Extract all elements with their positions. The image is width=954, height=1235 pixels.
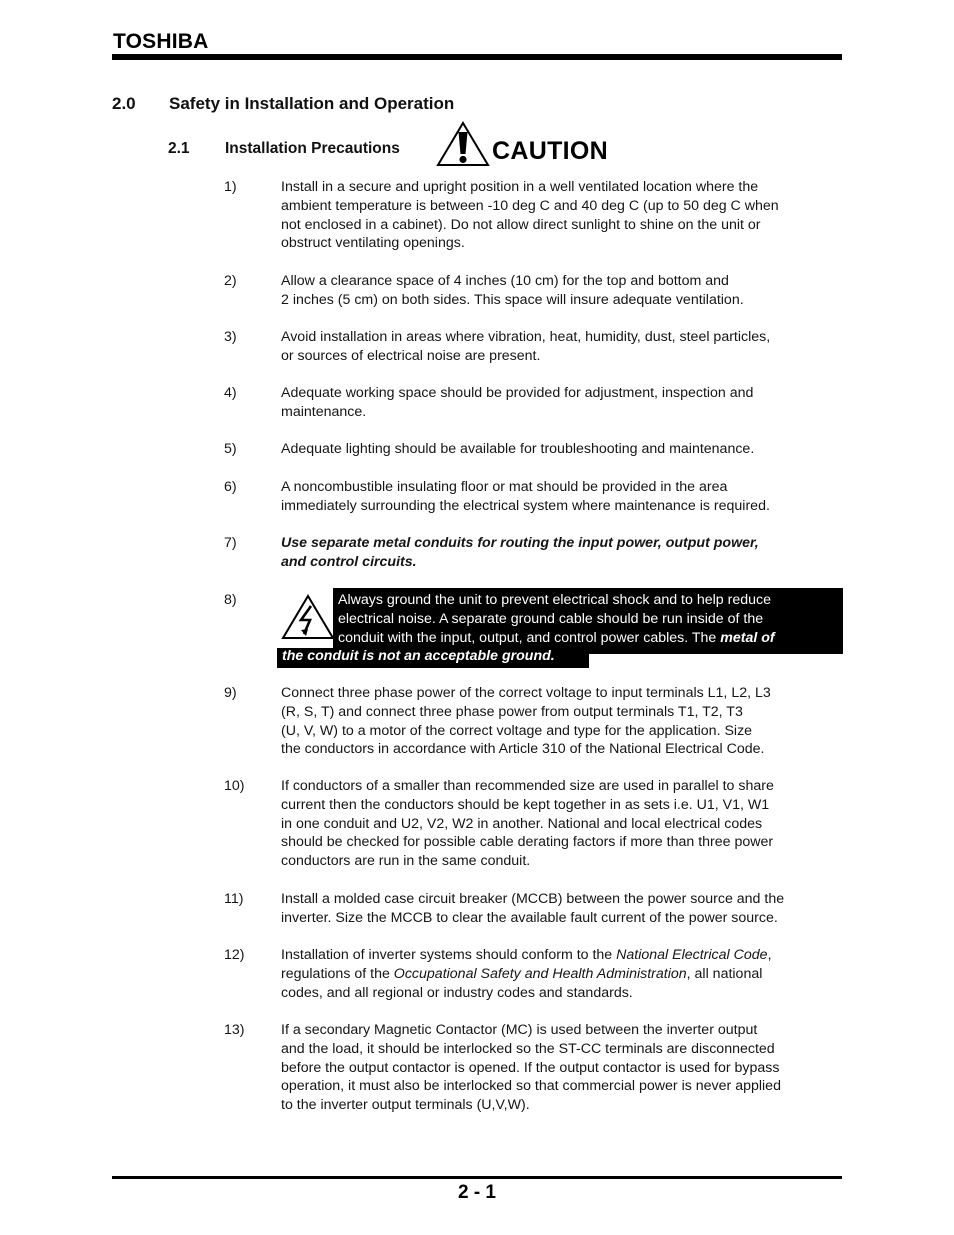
warning-text-line: Always ground the unit to prevent electrical shock and to help reduce xyxy=(338,592,771,608)
item-text-line: the conductors in accordance with Article 310 of the National Electrical Code. xyxy=(281,741,765,758)
brand-logo: TOSHIBA xyxy=(113,30,209,53)
item-text-line: Allow a clearance space of 4 inches (10 cm) for the top and bottom and xyxy=(281,273,729,289)
item-text-line: Connect three phase power of the correct voltage to input terminals L1, L2, L3 xyxy=(281,685,771,701)
item-text-line: and control circuits. xyxy=(281,553,417,570)
item-text-line: codes, and all regional or industry codes and standards. xyxy=(281,984,633,1001)
item-number: 12) xyxy=(224,947,245,963)
list-item xyxy=(224,1021,836,1115)
item-text-line: Adequate lighting should be available for troubleshooting and maintenance. xyxy=(281,441,755,457)
item-text-segment: , all national xyxy=(686,965,763,982)
item-number: 13) xyxy=(224,1022,245,1038)
item-number: 6) xyxy=(224,479,237,495)
item-text-line: If a secondary Magnetic Contactor (MC) is used between the inverter output xyxy=(281,1022,758,1038)
item-text-line: not enclosed in a cabinet). Do not allow direct sunlight to shine on the unit or xyxy=(281,216,761,233)
item-text-line: should be checked for possible cable derating factors if more than three power xyxy=(281,834,774,851)
item-text-line: conductors are run in the same conduit. xyxy=(281,853,531,870)
item-text-line: 2 inches (5 cm) on both sides. This space will insure adequate ventilation. xyxy=(281,291,744,308)
item-text-line: A noncombustible insulating floor or mat should be provided in the area xyxy=(281,479,728,495)
list-item xyxy=(224,534,836,572)
list-item xyxy=(224,384,836,422)
warning-text-segment: conduit with the input, output, and control power cables. The xyxy=(338,629,721,646)
item-text-line: operation, it must also be interlocked so that commercial power is never applied xyxy=(281,1078,781,1095)
item-text-line: ambient temperature is between -10 deg C and 40 deg C (up to 50 deg C when xyxy=(281,197,779,214)
item-text-line: Use separate metal conduits for routing the input power, output power, xyxy=(281,535,759,551)
item-text-line: obstruct ventilating openings. xyxy=(281,235,465,252)
item-number: 10) xyxy=(224,778,245,794)
item-text-segment: , xyxy=(767,947,772,963)
section-number: 2.0 xyxy=(112,94,136,113)
list-item xyxy=(224,478,836,516)
item-text-line: maintenance. xyxy=(281,403,367,420)
item-text-segment: Installation of inverter systems should conform to the xyxy=(281,947,617,963)
item-text-line: or sources of electrical noise are present. xyxy=(281,347,541,364)
list-item xyxy=(224,328,836,366)
warning-emphasis: metal of xyxy=(720,629,775,646)
item-text-line: (R, S, T) and connect three phase power from output terminals T1, T2, T3 xyxy=(281,703,743,720)
item-number: 2) xyxy=(224,273,237,289)
list-item xyxy=(224,890,836,928)
item-text-line: to the inverter output terminals (U,V,W). xyxy=(281,1097,530,1114)
warning-tail-text: the conduit is not an acceptable ground. xyxy=(282,648,555,664)
item-text-emphasis: Occupational Safety and Health Administration xyxy=(393,965,687,982)
item-number: 11) xyxy=(224,891,244,907)
item-text-line: If conductors of a smaller than recommended size are used in parallel to share xyxy=(281,778,774,794)
list-item xyxy=(224,946,836,1002)
item-text-line: Adequate working space should be provided for adjustment, inspection and xyxy=(281,385,754,401)
warning-text xyxy=(338,591,838,647)
item-text-line: in one conduit and U2, V2, W2 in another. National and local electrical codes xyxy=(281,815,763,832)
header-rule xyxy=(112,54,842,60)
item-number: 8) xyxy=(224,592,237,608)
exclamation-triangle-icon xyxy=(436,121,490,167)
item-text-line: immediately surrounding the electrical system where maintenance is required. xyxy=(281,497,770,514)
subsection-number: 2.1 xyxy=(168,140,190,157)
list-item xyxy=(224,777,836,871)
section-title: Safety in Installation and Operation xyxy=(169,94,455,113)
warning-text-line: electrical noise. A separate ground cable should be run inside of the xyxy=(338,610,764,627)
item-number: 7) xyxy=(224,535,237,551)
item-text-line: Install a molded case circuit breaker (MCCB) between the power source and the xyxy=(281,891,785,907)
subsection-heading xyxy=(168,140,400,158)
caution-label: CAUTION xyxy=(492,137,608,165)
item-text-emphasis: National Electrical Code xyxy=(616,947,768,963)
list-item xyxy=(224,440,836,459)
list-item xyxy=(224,178,836,253)
item-text-line: before the output contactor is opened. If the output contactor is used for bypass xyxy=(281,1059,780,1076)
item-text-line: Install in a secure and upright position in a well ventilated location where the xyxy=(281,179,759,195)
item-number: 9) xyxy=(224,685,237,701)
item-text-line: inverter. Size the MCCB to clear the available fault current of the power source. xyxy=(281,909,778,926)
warning-text-line xyxy=(338,629,838,648)
item-number: 4) xyxy=(224,385,237,401)
page-number: 2 - 1 xyxy=(457,1182,497,1203)
item-text-segment: regulations of the xyxy=(281,965,394,982)
section-heading xyxy=(112,94,454,114)
item-number: 3) xyxy=(224,329,237,345)
item-text-line xyxy=(281,965,836,984)
footer-rule xyxy=(112,1176,842,1179)
item-number: 5) xyxy=(224,441,237,457)
item-text-line xyxy=(281,946,836,965)
item-number: 1) xyxy=(224,179,237,195)
list-item xyxy=(224,684,836,759)
item-text-line: current then the conductors should be kept together in as sets i.e. U1, V1, W1 xyxy=(281,796,770,813)
electric-shock-warning-icon xyxy=(281,594,335,640)
item-text-line: and the load, it should be interlocked so the ST-CC terminals are disconnected xyxy=(281,1040,775,1057)
list-item xyxy=(224,272,836,310)
item-text-line: (U, V, W) to a motor of the correct voltage and type for the application. Size xyxy=(281,722,753,739)
subsection-title: Installation Precautions xyxy=(225,140,400,157)
item-text-line: Avoid installation in areas where vibration, heat, humidity, dust, steel particles, xyxy=(281,329,771,345)
